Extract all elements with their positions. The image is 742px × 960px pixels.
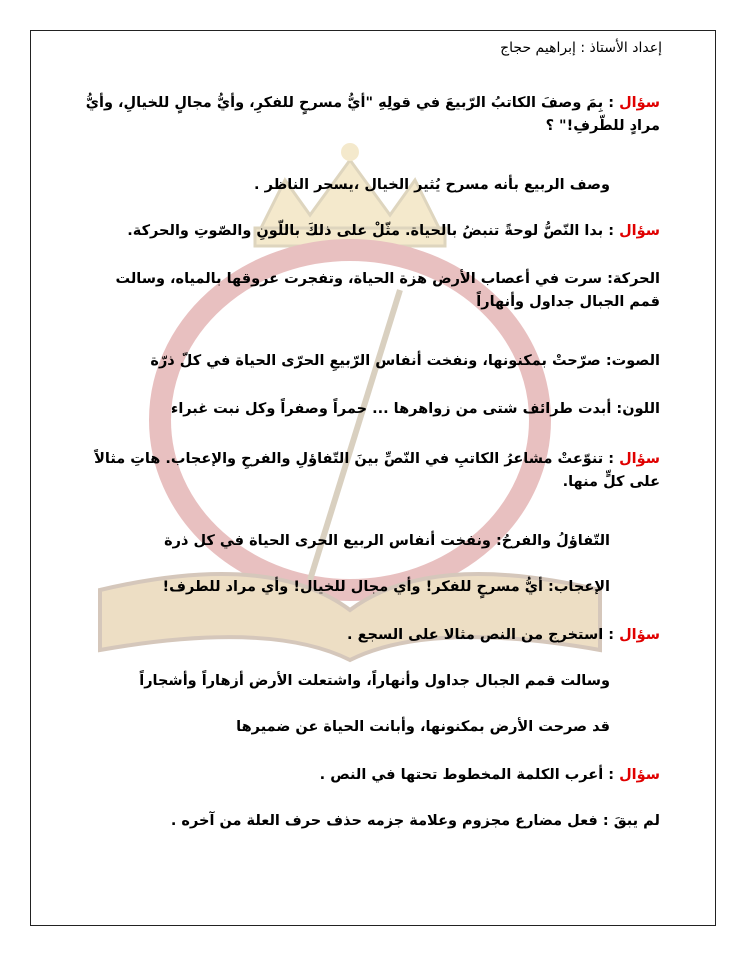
question-text: : أعرب الكلمة المخطوط تحتها في النص . [319,767,620,783]
question-label: سؤال [619,451,660,467]
answer-2-movement: الحركة: سرت في أعصاب الأرض هزة الحياة، وتفجرت عروقها بالمياه، وسالت قمم الجبال جداول وأنهاراً [115,271,660,311]
answer-3-optimism: التّفاؤلُ والفرحُ: ونفخت أنفاس الربيع الحرى الحياة في كل ذرة [164,533,610,549]
answer-2-sound: الصوت: صرّحتْ بمكنونها، ونفخت أنفاس الرّبيعِ الحرّى الحياة في كلّ ذرّة [150,353,660,369]
question-label: سؤال [619,767,660,783]
question-label: سؤال [619,627,660,643]
question-text: : بدا النّصُّ لوحةً تنبضُ بالحياة. مثّلْ على ذلكَ باللّونِ والصّوتِ والحركة. [127,223,620,239]
answer-3-admiration: الإعجاب: أيُّ مسرحٍ للفكر! وأي مجال للخيال! وأي مراد للطرف! [162,579,610,595]
answer-4-example-2: قد صرحت الأرض بمكنونها، وأبانت الحياة عن ضميرها [236,719,610,735]
question-text: : بِمَ وصفَ الكاتبُ الرّبيعَ في قولِهِ "أيُّ مسرحٍ للفكرِ، وأيُّ مجالٍ للخيالِ، وأيُّ مرادٍ للطّرفِ!" ؟ [85,95,660,135]
question-4 [80,624,660,647]
question-1 [80,92,660,138]
question-label: سؤال [619,95,660,111]
answer-2-color: اللون: أبدت طرائف شتى من زواهرها ... حمراً وصفراً وكل نبت غبراء [170,401,660,417]
answer-1: وصف الربيع بأنه مسرح يُثير الخيال ،يسحر الناظر . [254,177,610,193]
question-label: سؤال [619,223,660,239]
question-text: : استخرج من النص مثالا على السجع . [347,627,620,643]
question-3 [80,448,660,494]
question-2 [80,220,660,243]
question-5 [80,764,660,787]
author-header: إعداد الأستاذ : إبراهيم حجاج [500,40,662,56]
answer-5: لم يبقَ : فعل مضارع مجزوم وعلامة جزمه حذف حرف العلة من آخره . [170,813,660,829]
answer-4-example-1: وسالت قمم الجبال جداول وأنهاراً، واشتعلت الأرض أزهاراً وأشجاراً [139,673,610,689]
question-text: : تنوّعتْ مشاعرُ الكاتبِ في النّصِّ بينَ التّفاؤلِ والفرحِ والإعجاب. هاتِ مثالاً على كلٍّ منها. [94,451,660,491]
